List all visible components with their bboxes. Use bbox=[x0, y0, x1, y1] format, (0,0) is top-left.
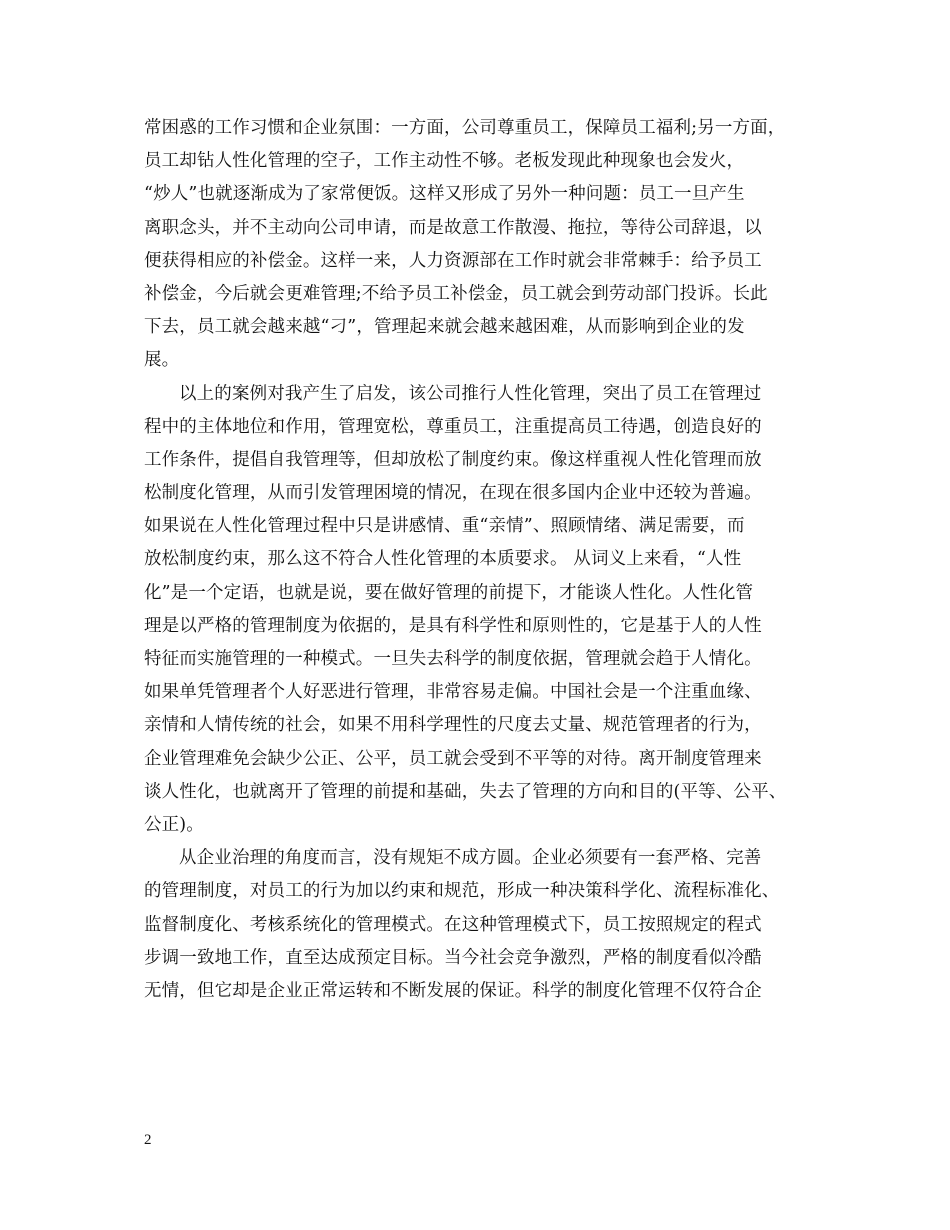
paragraph-first-line: 从企业治理的角度而言，没有规矩不成方圆。企业必须要有一套严格、完善 bbox=[179, 848, 762, 869]
text-line: 松制度化管理，从而引发管理困境的情况，在现在很多国内企业中还较为普遍。 bbox=[144, 483, 762, 504]
text-line: 如果单凭管理者个人好恶进行管理，非常容易走偏。中国社会是一个注重血缘、 bbox=[144, 682, 762, 703]
text-line: 离职念头，并不主动向公司申请，而是故意工作散漫、拖拉，等待公司辞退，以 bbox=[144, 217, 762, 238]
text-line: “炒人”也就逐渐成为了家常便饭。这样又形成了另外一种问题：员工一旦产生 bbox=[144, 184, 745, 205]
text-line: 的管理制度，对员工的行为加以约束和规范，形成一种决策科学化、流程标准化、 bbox=[144, 881, 780, 902]
text-line: 员工却钻人性化管理的空子，工作主动性不够。老板发现此种现象也会发火， bbox=[144, 151, 745, 172]
text-line: 放松制度约束，那么这不符合人性化管理的本质要求。 从词义上来看，“人性 bbox=[144, 549, 742, 570]
body-text bbox=[144, 112, 824, 1008]
text-line: 企业管理难免会缺少公正、公平，员工就会受到不平等的对待。离开制度管理来 bbox=[144, 748, 762, 769]
text-line: 谈人性化，也就离开了管理的前提和基础，失去了管理的方向和目的(平等、公平、 bbox=[144, 781, 787, 802]
text-line: 公正)。 bbox=[144, 814, 204, 835]
text-line: 常困惑的工作习惯和企业氛围：一方面，公司尊重员工，保障员工福利;另一方面， bbox=[144, 118, 786, 138]
text-line: 特征而实施管理的一种模式。一旦失去科学的制度依据，管理就会趋于人情化。 bbox=[144, 649, 762, 669]
text-line: 展。 bbox=[144, 350, 180, 371]
text-line: 补偿金，今后就会更难管理;不给予员工补偿金，员工就会到劳动部门投诉。长此 bbox=[144, 283, 768, 304]
text-line: 监督制度化、考核系统化的管理模式。在这种管理模式下，员工按照规定的程式 bbox=[144, 914, 762, 935]
text-line: 如果说在人性化管理过程中只是讲感情、重“亲情”、照顾情绪、满足需要，而 bbox=[144, 516, 745, 537]
text-line: 亲情和人情传统的社会，如果不用科学理性的尺度去丈量、规范管理者的行为， bbox=[144, 715, 762, 736]
paragraph-first-line: 以上的案例对我产生了启发，该公司推行人性化管理，突出了员工在管理过 bbox=[179, 383, 762, 404]
text-line: 步调一致地工作，直至达成预定目标。当今社会竞争激烈，严格的制度看似冷酷 bbox=[144, 947, 762, 968]
page-number: 2 bbox=[144, 1132, 152, 1148]
text-line: 便获得相应的补偿金。这样一来，人力资源部在工作时就会非常棘手：给予员工 bbox=[144, 250, 762, 271]
text-line: 理是以严格的管理制度为依据的，是具有科学性和原则性的，它是基于人的人性 bbox=[144, 615, 762, 636]
text-line: 工作条件，提倡自我管理等，但却放松了制度约束。像这样重视人性化管理而放 bbox=[144, 449, 762, 470]
text-line: 程中的主体地位和作用，管理宽松，尊重员工，注重提高员工待遇，创造良好的 bbox=[144, 416, 762, 437]
text-line: 无情，但它却是企业正常运转和不断发展的保证。科学的制度化管理不仅符合企 bbox=[144, 980, 762, 1001]
text-line: 下去，员工就会越来越“刁”，管理起来就会越来越困难，从而影响到企业的发 bbox=[144, 317, 745, 338]
text-line: 化”是一个定语，也就是说，要在做好管理的前提下，才能谈人性化。人性化管 bbox=[144, 582, 754, 603]
